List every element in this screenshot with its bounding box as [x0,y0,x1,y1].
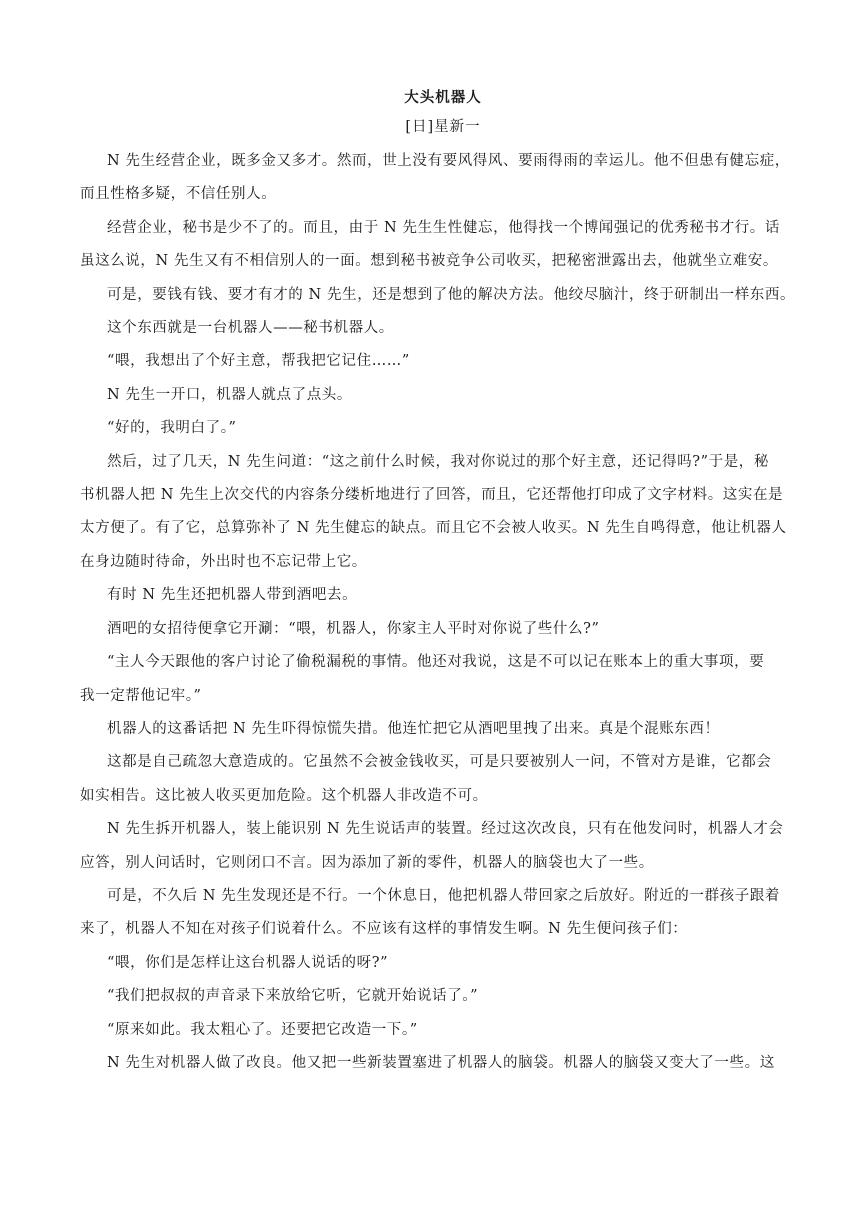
text-line: N 先生经营企业，既多金又多才。然而，世上没有要风得风、要雨得雨的幸运儿。他不但患有健忘症， [107,153,790,169]
story-author: [日]星新一 [405,119,481,135]
text-line: 太方便了。有了它，总算弥补了 N 先生健忘的缺点。而且它不会被人收买。N 先生自鸣得意，他让机器人 [80,520,787,537]
text-line: 可是，不久后 N 先生发现还是不行。一个休息日，他把机器人带回家之后放好。附近的一群孩子跟着 [107,887,781,904]
text-line: 经营企业，秘书是少不了的。而且，由于 N 先生生性健忘，他得找一个博闻强记的优秀秘书才行。话 [107,219,781,236]
text-line: 书机器人把 N 先生上次交代的内容条分缕析地进行了回答，而且，它还帮他打印成了文字材料。这实在是 [80,487,784,504]
text-line: N 先生拆开机器人，装上能识别 N 先生说话声的装置。经过这次改良，只有在他发问时，机器人才会 [107,821,784,838]
text-line: “我们把叔叔的声音录下来放给它听，它就开始说话了。” [107,988,479,1005]
text-line: “喂，我想出了个好主意，帮我把它记住……” [107,353,410,370]
text-line: “喂，你们是怎样让这台机器人说话的呀?” [107,954,389,971]
text-line: 酒吧的女招待便拿它开涮：“喂，机器人，你家主人平时对你说了些什么?” [107,620,600,637]
text-line: 如实相告。这比被人收买更加危险。这个机器人非改造不可。 [80,787,488,804]
text-line: 应答，别人问话时，它则闭口不言。因为添加了新的零件，机器人的脑袋也大了一些。 [80,854,654,871]
text-line: 有时 N 先生还把机器人带到酒吧去。 [107,587,358,604]
text-line: 我一定帮他记牢。” [80,687,202,704]
text-line: 机器人的这番话把 N 先生吓得惊慌失措。他连忙把它从酒吧里拽了出来。真是个混账东西！ [107,720,720,737]
text-line: 虽这么说，N 先生又有不相信别人的一面。想到秘书被竞争公司收买，把秘密泄露出去，他就坐立难安。 [80,253,778,270]
text-line: “原来如此。我太粗心了。还要把它改造一下。” [107,1021,418,1038]
text-line: 在身边随时待命，外出时也不忘记带上它。 [80,553,367,570]
text-line: 而且性格多疑，不信任别人。 [80,186,277,203]
text-line: “主人今天跟他的客户讨论了偷税漏税的事情。他还对我说，这是不可以记在账本上的重大事项，要 [107,654,765,671]
text-line: “好的，我明白了。” [107,420,237,437]
text-line: 这个东西就是一台机器人——秘书机器人。 [107,320,394,337]
document-page [80,86,796,1080]
text-line: 这都是自己疏忽大意造成的。它虽然不会被金钱收买，可是只要被别人一问，不管对方是谁，它都会 [107,754,772,771]
text-line: 然后，过了几天，N 先生问道：“这之前什么时候，我对你说过的那个好主意，还记得吗?”于是，秘 [107,453,769,470]
story-title: 大头机器人 [404,89,482,106]
text-line: 来了，机器人不知在对孩子们说着什么。不应该有这样的事情发生啊。N 先生便问孩子们： [80,921,688,938]
story-body [80,145,796,1080]
text-line: 可是，要钱有钱、要才有才的 N 先生，还是想到了他的解决方法。他绞尽脑汁，终于研制出一样东西。 [107,286,796,303]
text-line: N 先生一开口，机器人就点了点头。 [107,386,352,403]
text-line: N 先生对机器人做了改良。他又把一些新装置塞进了机器人的脑袋。机器人的脑袋又变大了一些。这 [107,1054,775,1071]
